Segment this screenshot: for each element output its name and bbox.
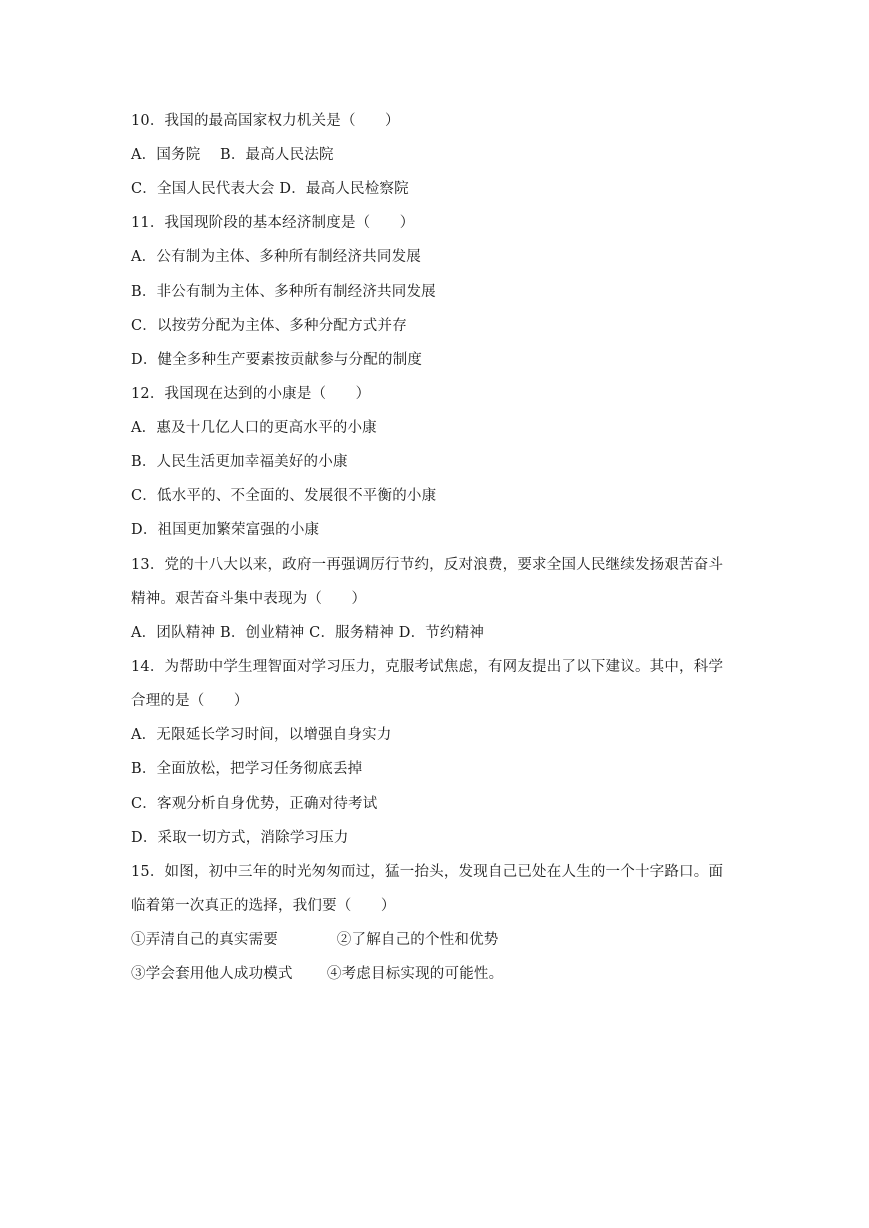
question-14-stem-line-1: 14．为帮助中学生理智面对学习压力，克服考试焦虑，有网友提出了以下建议。其中，科学 [131, 659, 724, 675]
question-11-option-d: D．健全多种生产要素按贡献参与分配的制度 [131, 352, 423, 368]
question-14-stem-line-2: 合理的是（ ） [131, 693, 249, 709]
question-12-option-d: D．祖国更加繁荣富强的小康 [131, 522, 320, 538]
question-11-option-a: A．公有制为主体、多种所有制经济共同发展 [131, 249, 421, 265]
question-11-stem: 11．我国现阶段的基本经济制度是（ ） [131, 215, 415, 231]
question-13-stem-line-2: 精神。艰苦奋斗集中表现为（ ） [131, 591, 367, 607]
question-12-stem: 12．我国现在达到的小康是（ ） [131, 386, 371, 402]
question-10-stem: 10．我国的最高国家权力机关是（ ） [131, 113, 400, 129]
question-12-option-c: C．低水平的、不全面的、发展很不平衡的小康 [131, 488, 437, 504]
question-14-option-b: B．全面放松，把学习任务彻底丢掉 [131, 761, 363, 777]
question-10-option-line-2: C．全国人民代表大会 D．最高人民检察院 [131, 181, 409, 197]
question-13-stem-line-1: 13．党的十八大以来，政府一再强调厉行节约，反对浪费，要求全国人民继续发扬艰苦奋斗 [131, 557, 724, 573]
question-11-option-b: B．非公有制为主体、多种所有制经济共同发展 [131, 284, 436, 300]
question-11-option-c: C．以按劳分配为主体、多种分配方式并存 [131, 318, 407, 334]
question-15-option-line-2: ③学会套用他人成功模式 ④考虑目标实现的可能性。 [131, 966, 504, 982]
question-12-option-b: B．人民生活更加幸福美好的小康 [131, 454, 348, 470]
question-15-stem-line-2: 临着第一次真正的选择，我们要（ ） [131, 898, 396, 914]
question-14-option-a: A．无限延长学习时间，以增强自身实力 [131, 727, 392, 743]
question-12-option-a: A．惠及十几亿人口的更高水平的小康 [131, 420, 377, 436]
question-15-stem-line-1: 15．如图，初中三年的时光匆匆而过，猛一抬头，发现自己已处在人生的一个十字路口。面 [131, 864, 724, 880]
question-14-option-c: C．客观分析自身优势，正确对待考试 [131, 796, 378, 812]
question-15-option-line-1: ①弄清自己的真实需要 ②了解自己的个性和优势 [131, 932, 499, 948]
question-10-option-line-1: A．国务院 B．最高人民法院 [131, 147, 334, 163]
question-14-option-d: D．采取一切方式，消除学习压力 [131, 830, 349, 846]
question-13-options: A．团队精神 B．创业精神 C．服务精神 D．节约精神 [131, 625, 485, 641]
